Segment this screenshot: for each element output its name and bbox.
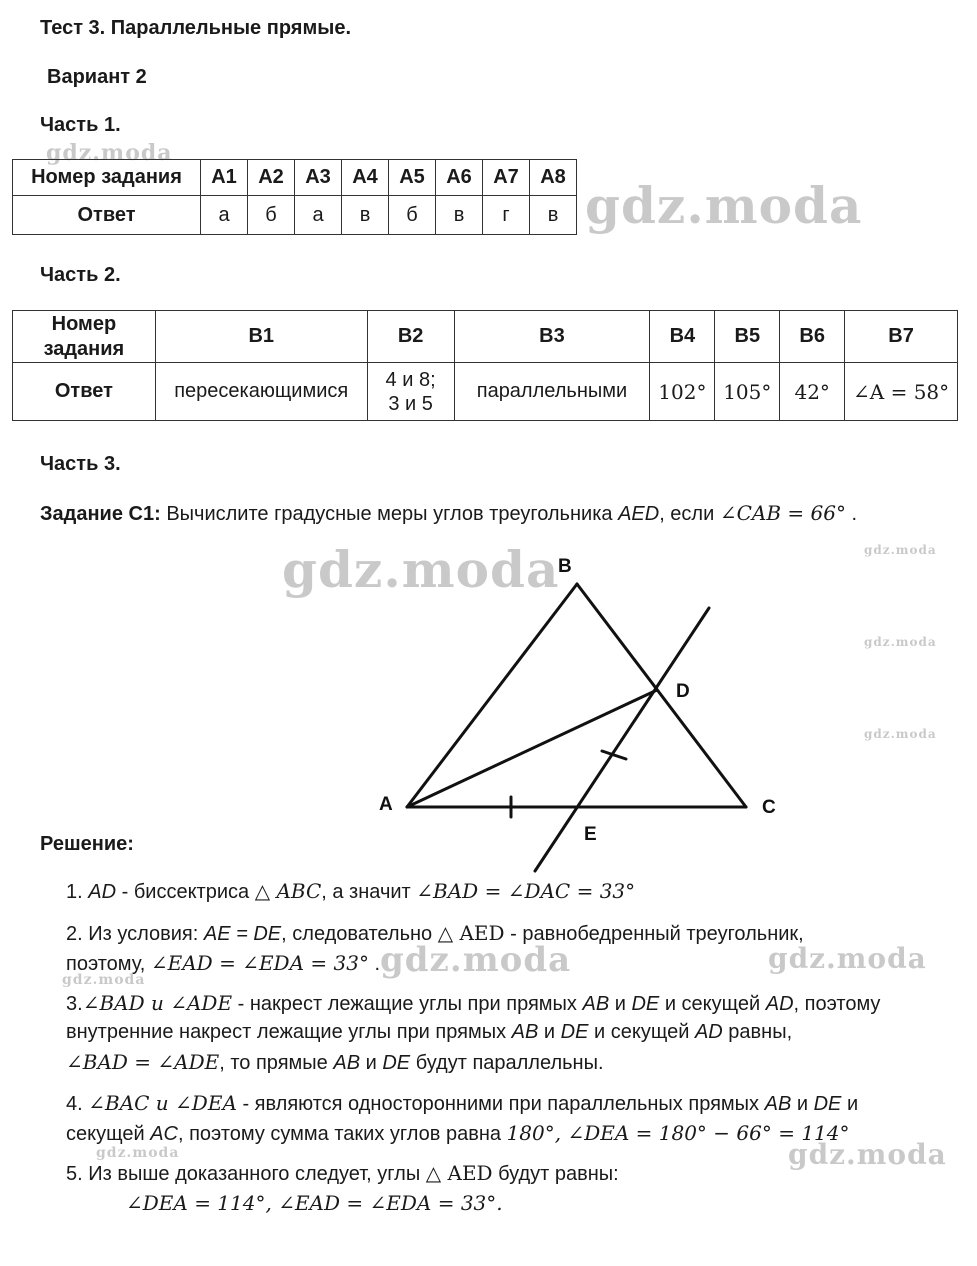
solution-step-3-line3 [66,1050,604,1075]
solution-step-3-line2 [66,1021,792,1044]
step-text: будут параллельны. [415,1052,604,1074]
part2-answer: пересекающимися [155,363,367,421]
part1-task: А8 [530,160,577,196]
watermark: gdz.moda [585,176,863,235]
part2-answer: 105° [715,363,780,421]
task-triangle: AED [618,503,660,525]
solution-step-3-line1 [66,991,880,1016]
step-text: поэтому, [66,953,146,975]
part1-answer: в [436,196,483,235]
step-text: и секущей [594,1021,690,1043]
step-text: и [796,1093,809,1115]
part3-heading: Часть 3. [40,453,121,475]
part1-answer: б [248,196,295,235]
part2-answer: параллельными [454,363,650,421]
part2-heading: Часть 2. [40,264,121,286]
task-cond: , если [659,503,715,525]
math-text: △ ABC [254,879,322,903]
solution-step-5-line1 [66,1161,619,1186]
label-A: A [379,794,393,815]
step-text: равны, [728,1021,793,1043]
step-number: 1. [66,881,83,903]
part1-task: А5 [389,160,436,196]
step-text: , а значит [321,881,411,903]
math-text: ∠BAC и ∠DEA [88,1091,237,1115]
label-C: C [762,797,776,818]
step-text: будут равны: [498,1163,619,1185]
math-text: AD [88,881,117,903]
math-text: DE [560,1021,589,1043]
math-text: AD [765,993,794,1015]
solution-step-4-line1 [66,1091,858,1116]
task-text: Вычислите градусные меры углов треугольника [166,503,613,525]
side-BC [577,584,746,807]
math-text: AB [764,1093,792,1115]
part1-task: А4 [342,160,389,196]
step-text: секущей [66,1123,145,1145]
solution-step-5-line2 [126,1191,503,1216]
math-text: AB [333,1052,361,1074]
part2-task: В2 [367,311,454,363]
part1-answer: а [201,196,248,235]
part1-answer: в [342,196,389,235]
part1-task: А3 [295,160,342,196]
label-D: D [676,681,690,702]
step-number: 4. [66,1093,83,1115]
part2-answer: 4 и 8; 3 и 5 [367,363,454,421]
math-text: AC [150,1123,178,1145]
watermark: gdz.moda [768,942,927,975]
step-text: и [846,1093,859,1115]
solution-step-1 [66,879,635,904]
math-text: AE = DE [203,923,282,945]
step-text: . [374,953,381,975]
part2-header-task: Номер задания [13,311,156,363]
watermark: gdz.moda [96,1145,180,1161]
solution-heading: Решение: [40,833,134,855]
math-text: ∠DEA = 114°, ∠EAD = ∠EDA = 33°. [126,1191,503,1215]
part1-task: А6 [436,160,483,196]
part2-answer: 42° [780,363,845,421]
part1-task: А2 [248,160,295,196]
watermark: gdz.moda [864,543,937,557]
math-text: ∠BAD = ∠DAC = 33° [416,879,636,903]
step-text: и [614,993,626,1015]
watermark: gdz.moda [788,1138,947,1171]
step-text: и [543,1021,556,1043]
segment-AD [407,690,657,807]
step-text: , поэтому [793,993,881,1015]
task-label: Задание С1: [40,503,161,525]
step-text: , то прямые [219,1052,328,1074]
step-text: - биссектриса [121,881,250,903]
math-text: △ AED [437,921,505,945]
page-title: Тест 3. Параллельные прямые. [40,17,351,39]
part2-task: В7 [845,311,958,363]
step-text: и секущей [664,993,761,1015]
part2-header-answer: Ответ [13,363,156,421]
task-end: . [851,503,858,525]
watermark: gdz.moda [380,940,572,980]
math-text: DE [813,1093,842,1115]
step-text: 5. Из выше доказанного следует, углы [66,1163,421,1185]
math-text: △ AED [425,1161,493,1185]
math-text: ∠BAD и ∠ADE [82,991,233,1015]
step-number: 3. [66,993,83,1015]
part2-answer: ∠A = 58° [845,363,958,421]
part2-task: В6 [780,311,845,363]
watermark: gdz.moda [282,540,560,599]
step-text: внутренние накрест лежащие углы при прямых [66,1021,507,1043]
part1-answer: б [389,196,436,235]
part2-answer: 102° [650,363,715,421]
label-B: B [558,556,572,577]
math-text: 180°, ∠DEA = 180° − 66° = 114° [506,1121,850,1145]
watermark: gdz.moda [46,140,173,166]
math-text: ∠EAD = ∠EDA = 33° [150,951,369,975]
task-angle: ∠CAB = 66° [719,501,846,525]
part1-answer: в [530,196,577,235]
math-text: DE [631,993,660,1015]
part1-header-task: Номер задания [13,160,201,196]
math-text: AB [582,993,610,1015]
watermark: gdz.moda [864,635,937,649]
step-text: 2. Из условия: [66,923,199,945]
watermark: gdz.moda [864,727,937,741]
math-text: AD [694,1021,723,1043]
step-text: , следовательно [281,923,433,945]
part2-task: В3 [454,311,650,363]
part1-header-answer: Ответ [13,196,201,235]
solution-step-4-line2 [66,1121,850,1146]
step-text: и [365,1052,377,1074]
step-text: , поэтому сумма таких углов равна [177,1123,501,1145]
part1-task: А7 [483,160,530,196]
label-E: E [584,824,597,845]
step-text: - равнобедренный треугольник, [510,923,804,945]
line-ED [535,608,709,871]
side-AB [407,584,577,807]
step-text: - накрест лежащие углы при прямых [237,993,577,1015]
part2-task: В5 [715,311,780,363]
step-text: - являются односторонними при параллельных прямых [242,1093,760,1115]
part1-task: А1 [201,160,248,196]
variant-heading: Вариант 2 [47,66,147,88]
math-text: AB [511,1021,539,1043]
part2-task: В4 [650,311,715,363]
part1-answer: г [483,196,530,235]
watermark: gdz.moda [62,972,146,988]
part1-heading: Часть 1. [40,114,121,136]
math-text: DE [382,1052,411,1074]
math-text: ∠BAD = ∠ADE [66,1050,220,1074]
part2-task: В1 [155,311,367,363]
part1-answer: а [295,196,342,235]
